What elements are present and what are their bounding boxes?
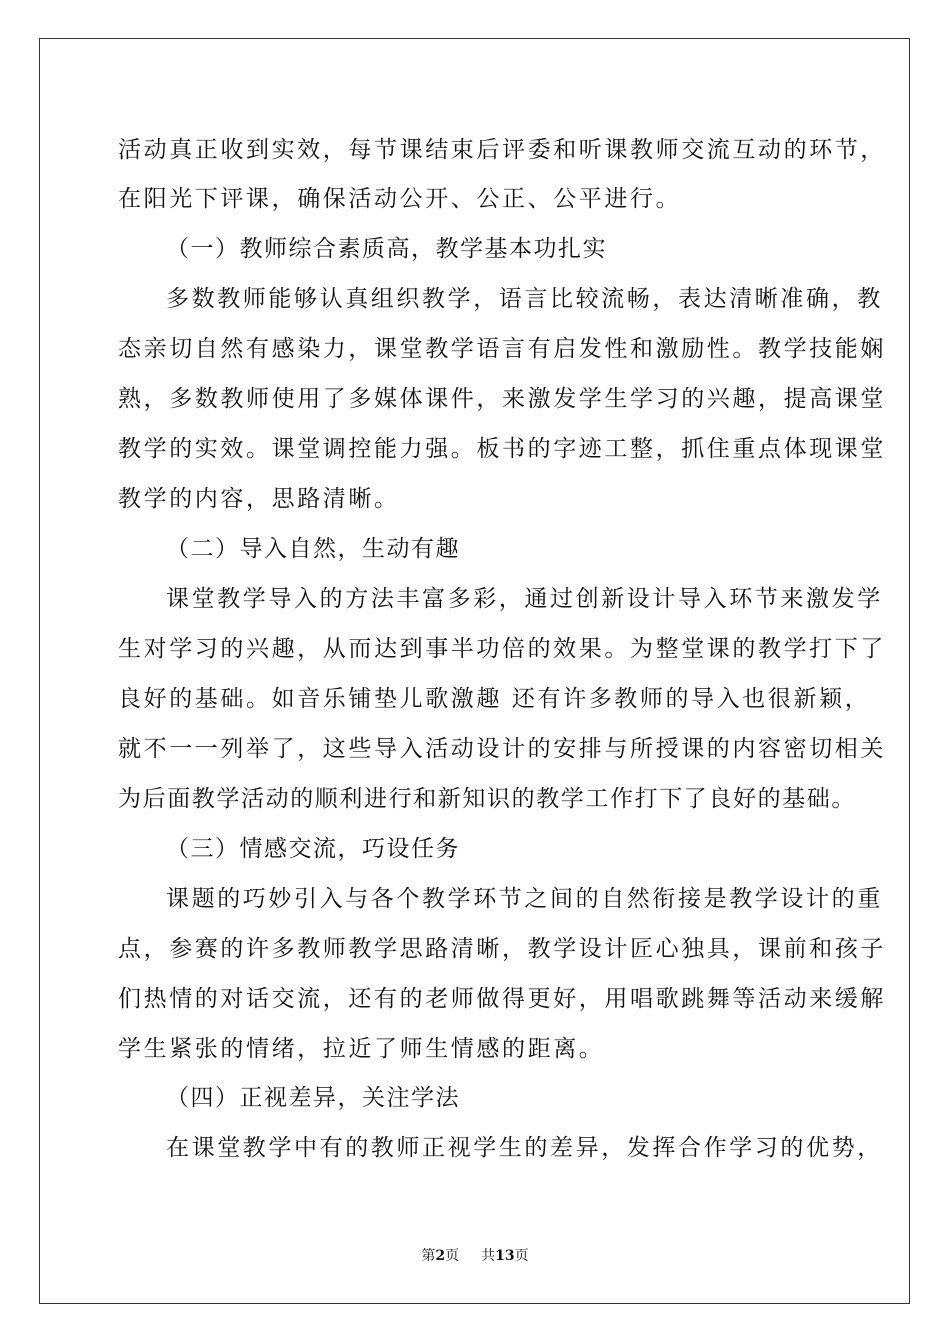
page-number: 2	[435, 1248, 446, 1264]
text-line: 就不一一列举了，这些导入活动设计的安排与所授课的内容密切相关	[118, 736, 886, 762]
text-line: 学生紧张的情绪，拉近了师生情感的距离。	[118, 1036, 605, 1062]
section-heading: （一）教师综合素质高，教学基本功扎实	[166, 236, 607, 262]
section-heading: （三）情感交流，巧设任务	[166, 836, 460, 862]
text-line: 生对学习的兴趣，从而达到事半功倍的效果。为整堂课的教学打下了	[118, 636, 886, 662]
page-footer	[0, 1246, 950, 1266]
text-line: 在阳光下评课，确保活动公开、公正、公平进行。	[118, 186, 682, 212]
section-heading: （四）正视差异，关注学法	[166, 1085, 460, 1111]
total-pages: 13	[495, 1248, 515, 1264]
text-line: 点，参赛的许多教师教学思路清晰，教学设计匠心独具，课前和孩子	[118, 936, 886, 962]
total-prefix: 共	[481, 1248, 496, 1264]
page-prefix: 第	[421, 1248, 436, 1264]
text-line: 活动真正收到实效，每节课结束后评委和听课教师交流互动的环节，	[118, 137, 886, 163]
text-line: 们热情的对话交流，还有的老师做得更好，用唱歌跳舞等活动来缓解	[118, 986, 886, 1012]
text-line: 教学的实效。课堂调控能力强。板书的字迹工整，抓住重点体现课堂	[118, 436, 886, 462]
section-heading: （二）导入自然，生动有趣	[166, 536, 460, 562]
page-border	[39, 38, 910, 1304]
text-line: 态亲切自然有感染力，课堂教学语言有启发性和激励性。教学技能娴	[118, 336, 886, 362]
page-suffix: 页	[445, 1248, 460, 1264]
paragraph-first-line: 课堂教学导入的方法丰富多彩，通过创新设计导入环节来激发学	[166, 586, 883, 612]
paragraph-first-line: 多数教师能够认真组织教学，语言比较流畅，表达清晰准确，教	[166, 286, 883, 312]
paragraph-first-line: 在课堂教学中有的教师正视学生的差异，发挥合作学习的优势，	[166, 1135, 883, 1161]
text-line: 熟，多数教师使用了多媒体课件，来激发学生学习的兴趣，提高课堂	[118, 386, 886, 412]
total-suffix: 页	[514, 1248, 529, 1264]
text-line: 为后面教学活动的顺利进行和新知识的教学工作打下了良好的基础。	[118, 786, 856, 812]
text-line: 良好的基础。如音乐铺垫儿歌激趣 还有许多教师的导入也很新颖，	[118, 686, 871, 712]
text-line: 教学的内容，思路清晰。	[118, 486, 400, 512]
paragraph-first-line: 课题的巧妙引入与各个教学环节之间的自然衔接是教学设计的重	[166, 886, 883, 912]
